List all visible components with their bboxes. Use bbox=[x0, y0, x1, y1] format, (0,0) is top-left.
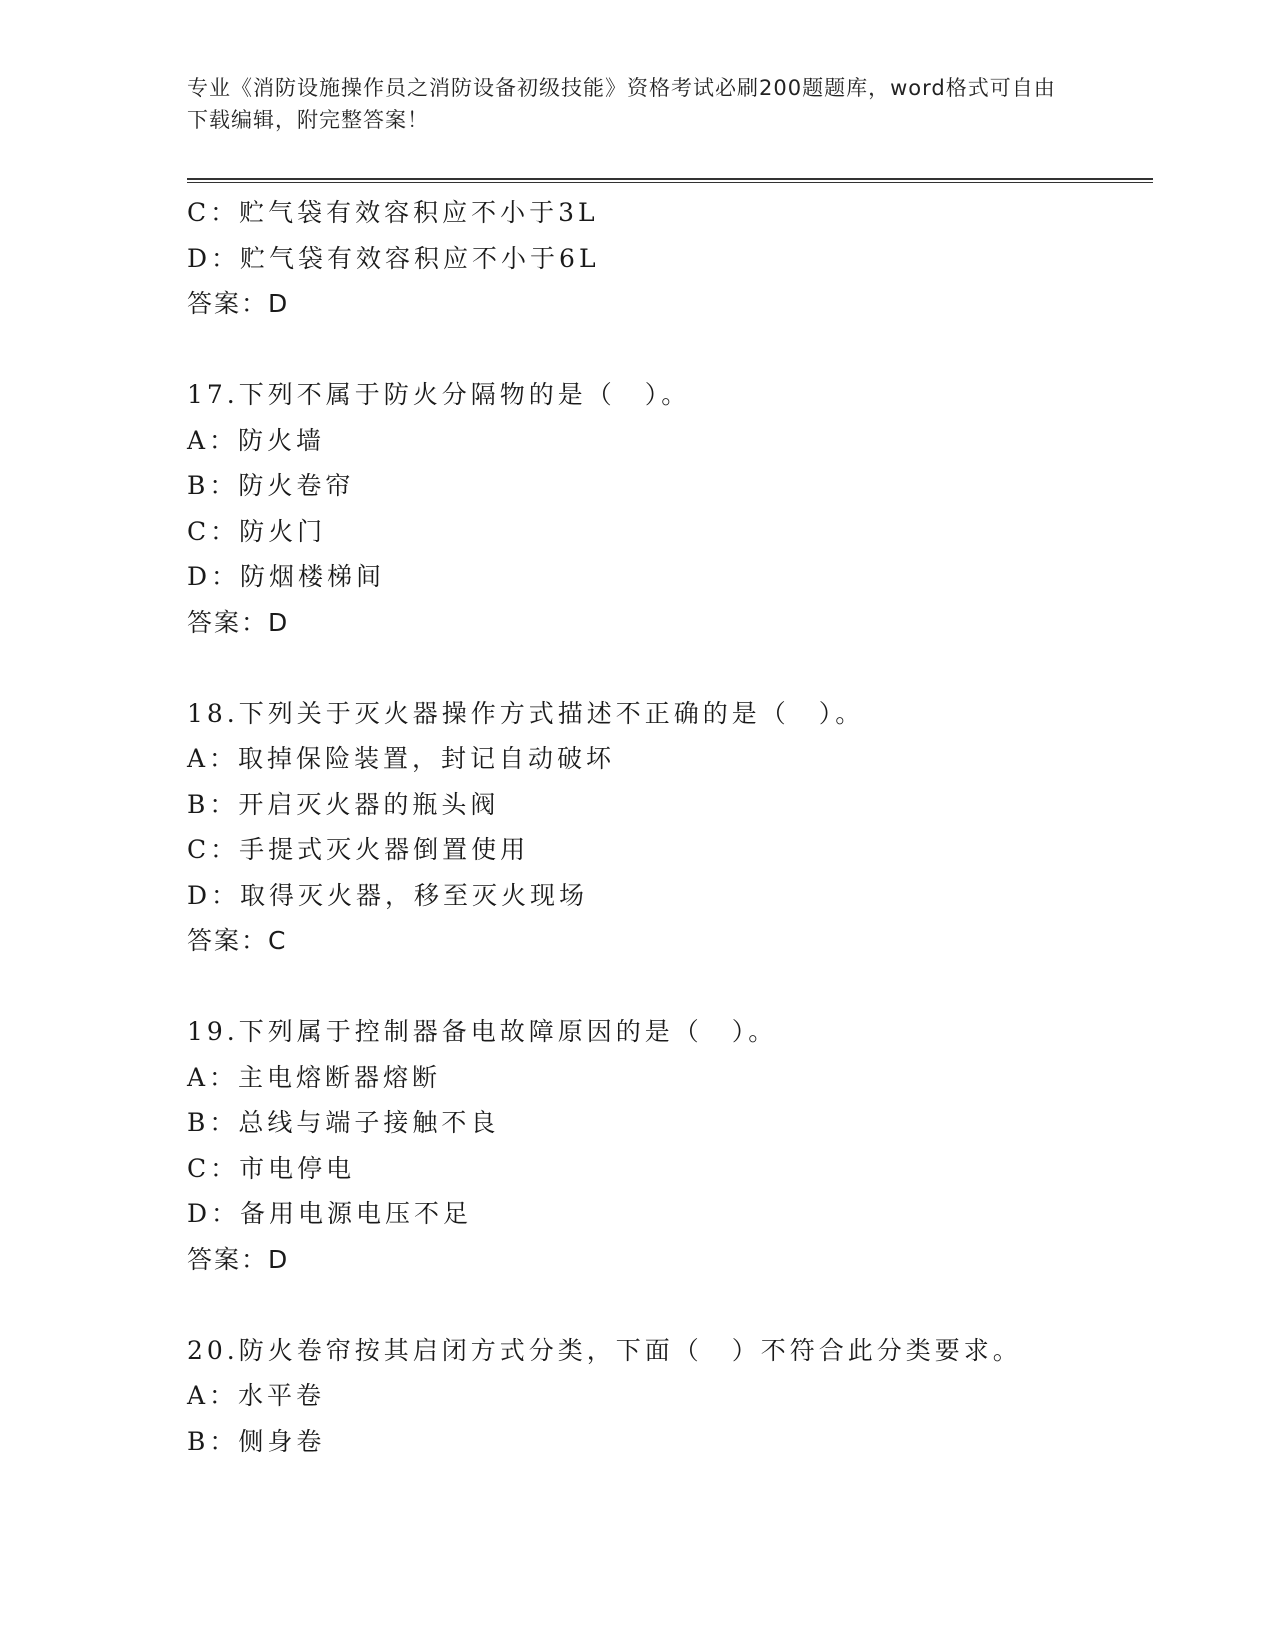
option-d: D：贮气袋有效容积应不小于6L bbox=[187, 243, 600, 273]
answer-line: 答案：D bbox=[187, 607, 290, 637]
option-b: B：开启灭火器的瓶头阀 bbox=[187, 789, 500, 819]
option-c: C：手提式灭火器倒置使用 bbox=[187, 835, 530, 864]
question-19 bbox=[187, 1009, 1147, 1282]
page-header-text: 专业《消防设施操作员之消防设备初级技能》资格考试必刷200题题库，word格式可自由下载编辑，附完整答案！ bbox=[187, 76, 1056, 132]
option-b: B：防火卷帘 bbox=[187, 471, 355, 500]
header-divider bbox=[187, 178, 1153, 183]
option-b: B：总线与端子接触不良 bbox=[187, 1108, 500, 1137]
question-17 bbox=[187, 372, 1147, 645]
spacer bbox=[187, 645, 1147, 691]
option-a: A：防火墙 bbox=[187, 425, 326, 455]
option-a: A：取掉保险装置，封记自动破坏 bbox=[187, 744, 616, 773]
option-d: D：防烟楼梯间 bbox=[187, 562, 386, 591]
option-d: D：取得灭火器，移至灭火现场 bbox=[187, 880, 589, 910]
question-stem: 19.下列属于控制器备电故障原因的是（ ）。 bbox=[187, 1017, 778, 1046]
question-stem: 18.下列关于灭火器操作方式描述不正确的是（ ）。 bbox=[187, 698, 865, 728]
option-c: C：市电停电 bbox=[187, 1153, 356, 1183]
option-c: C：防火门 bbox=[187, 516, 327, 546]
answer-line: 答案：D bbox=[187, 289, 290, 318]
question-continuation bbox=[187, 190, 1147, 327]
answer-line: 答案：C bbox=[187, 926, 288, 955]
question-list bbox=[187, 190, 1147, 1464]
option-a: A：主电熔断器熔断 bbox=[187, 1062, 442, 1092]
question-18 bbox=[187, 691, 1147, 964]
spacer bbox=[187, 964, 1147, 1010]
option-b: B：侧身卷 bbox=[187, 1426, 326, 1456]
option-c: C：贮气袋有效容积应不小于3L bbox=[187, 198, 599, 227]
question-20 bbox=[187, 1328, 1147, 1465]
answer-line: 答案：D bbox=[187, 1244, 290, 1274]
spacer bbox=[187, 327, 1147, 373]
option-a: A：水平卷 bbox=[187, 1381, 326, 1410]
question-stem: 20.防火卷帘按其启闭方式分类，下面（ ）不符合此分类要求。 bbox=[187, 1335, 1022, 1365]
question-stem: 17.下列不属于防火分隔物的是（ ）。 bbox=[187, 380, 691, 409]
spacer bbox=[187, 1282, 1147, 1328]
option-d: D：备用电源电压不足 bbox=[187, 1199, 473, 1228]
